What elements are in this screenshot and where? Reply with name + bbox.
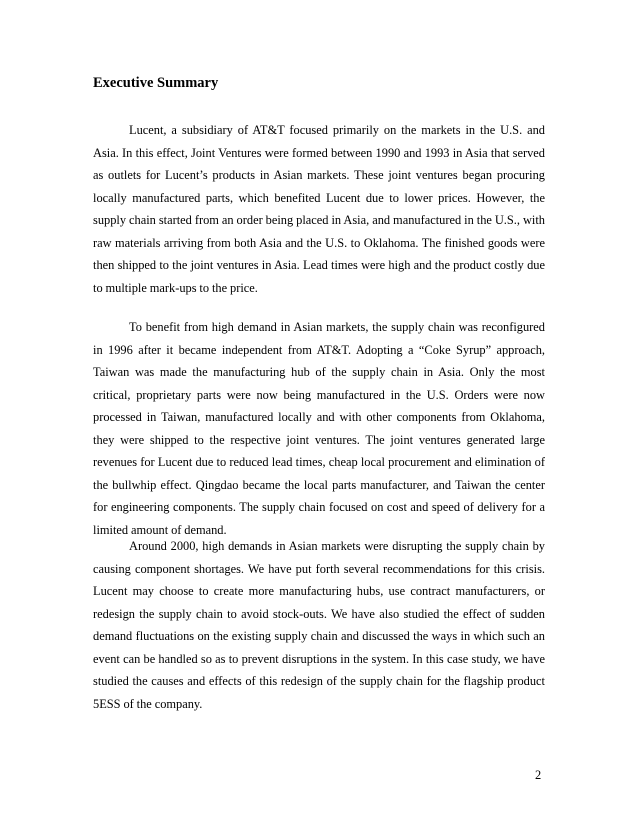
paragraph-2: To benefit from high demand in Asian markets, the supply chain was reconfigured in 1996 after it became independent from AT&T. Adopting a “Coke Syrup” approach, Taiwan was made the manufacturing hub of the supply chain in Asia. Only the most critical, proprietary parts were now being manufactured in the U.S. Orders were now processed in Taiwan, manufactured locally and with other components from Oklahoma, they were shipped to the respective joint ventures. The joint ventures generated large revenues for Lucent due to reduced lead times, cheap local procurement and elimination of the bullwhip effect. Qingdao became the local parts manufacturer, and Taiwan the center for engineering components. The supply chain focused on cost and speed of delivery for a limited amount of demand. (93, 320, 545, 537)
paragraph-1: Lucent, a subsidiary of AT&T focused primarily on the markets in the U.S. and Asia. In this effect, Joint Ventures were formed between 1990 and 1993 in Asia that served as outlets for Lucent’s products in Asian markets. These joint ventures began procuring locally manufactured parts, which benefited Lucent due to lower prices. However, the supply chain started from an order being placed in Asia, and manufactured in the U.S., with raw materials arriving from both Asia and the U.S. to Oklahoma. The finished goods were then shipped to the joint ventures in Asia. Lead times were high and the product costly due to multiple mark-ups to the price. (93, 123, 545, 295)
page-number: 2 (535, 768, 542, 782)
section-heading: Executive Summary (93, 75, 219, 91)
paragraph-3: Around 2000, high demands in Asian markets were disrupting the supply chain by causing component shortages. We have put forth several recommendations for this crisis. Lucent may choose to create more manufacturing hubs, use contract manufacturers, or redesign the supply chain to avoid stock-outs. We have also studied the effect of sudden demand fluctuations on the existing supply chain and discussed the ways in which such an event can be handled so as to prevent disruptions in the system. In this case study, we have studied the causes and effects of this redesign of the supply chain for the flagship product 5ESS of the company. (93, 539, 545, 711)
